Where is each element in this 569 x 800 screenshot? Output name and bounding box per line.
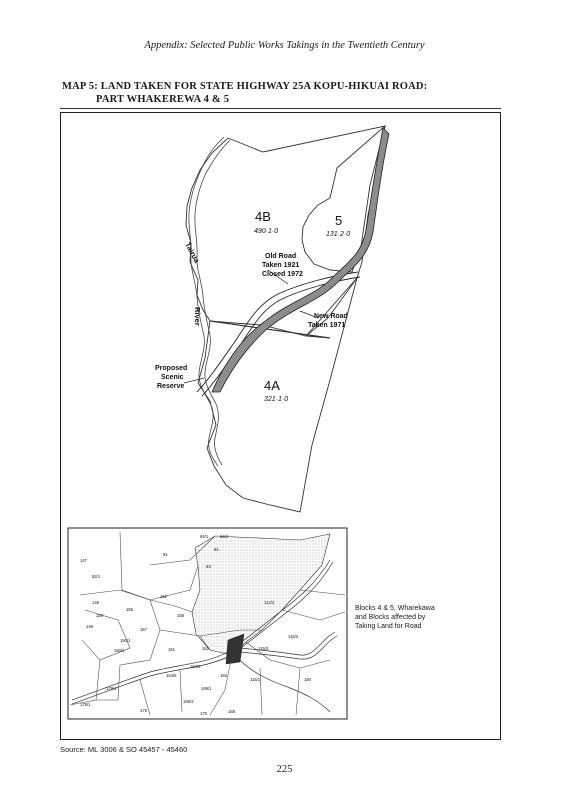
inset-label-152: 152 (160, 594, 167, 599)
inset-label-94-2: 94/2 (220, 534, 229, 539)
inset-label-91: 91 (163, 552, 168, 557)
inset-caption-line2: and Blocks affected by (355, 614, 426, 621)
inset-label-169-1: 169/1 (201, 686, 212, 691)
inset-label-147: 147 (80, 558, 87, 563)
block-5-label: 5 (335, 213, 343, 228)
map-title-line2: PART WHAKEREWA 4 & 5 (96, 94, 230, 105)
reserve-label-1: Proposed (155, 365, 188, 372)
tairua-river (189, 137, 230, 466)
river-label-tairua: Tairua (183, 240, 202, 265)
inset-label-175: 175 (140, 708, 147, 713)
inset-label-94-1: 94/1 (200, 534, 209, 539)
inset-label-151: 151 (168, 647, 175, 652)
inset-caption (355, 604, 455, 631)
old-road-label-1: Old Road (265, 253, 297, 260)
running-head: Appendix: Selected Public Works Takings in the Twentieth Century (144, 40, 425, 51)
inset-label-169-2: 169/2 (183, 699, 194, 704)
inset-label-92: 92 (214, 547, 219, 552)
source-note: Source: ML 3006 & SO 45457 - 45460 (60, 745, 188, 754)
new-road-label-1: New Road (314, 313, 348, 320)
inset-label-162: 162 (202, 646, 209, 651)
reserve-label-3: Reserve (157, 383, 185, 390)
inset-label-150: 150 (304, 677, 311, 682)
inset-label-148: 148 (92, 600, 99, 605)
river-label-river: River (193, 307, 202, 326)
inset-label-179-1: 179/1 (106, 686, 117, 691)
inset-label-92-1: 92/1 (92, 574, 101, 579)
inset-label-115-3: 115/3 (258, 646, 269, 651)
inset-caption-line3: Taking Land for Road (355, 623, 422, 630)
inset-label-178-1: 178/1 (80, 702, 91, 707)
inset-label-150-1: 150/1 (120, 638, 131, 643)
inset-label-156: 156 (96, 613, 103, 618)
main-map (186, 126, 385, 512)
inset-label-115-1: 115/1 (250, 677, 261, 682)
map-title-line1: MAP 5: LAND TAKEN FOR STATE HIGHWAY 25A KOPU-HIKUAI ROAD: (62, 81, 428, 92)
block-4b-label: 4B (255, 209, 271, 224)
new-road-label-2: Taken 1971 (308, 322, 346, 329)
inset-label-93: 93 (206, 564, 211, 569)
block-4a-label: 4A (264, 378, 280, 393)
inset-label-155: 155 (126, 607, 133, 612)
inset-label-164-5: 164/5 (166, 673, 177, 678)
inset-label-158: 158 (177, 613, 184, 618)
block-5-area: 131·2·0 (326, 231, 351, 238)
inset-label-157: 157 (140, 627, 147, 632)
block-4a-area: 321·1·0 (264, 396, 289, 403)
inset-map (68, 528, 347, 719)
inset-label-163: 163 (220, 673, 227, 678)
inset-label-149: 149 (86, 624, 93, 629)
inset-label-150-2: 150/2 (114, 648, 125, 653)
reserve-label-2: Scenic (161, 374, 184, 381)
inset-label-170: 170 (200, 711, 207, 716)
inset-caption-line1: Blocks 4 & 5, Wharekawa (355, 605, 435, 612)
page-number: 225 (276, 764, 293, 775)
block-4b-area: 490·1·0 (254, 228, 279, 235)
inset-label-164-6: 164/6 (190, 664, 201, 669)
inset-label-115-2: 115/2 (288, 634, 299, 639)
main-map-labels (155, 209, 350, 403)
inset-label-168: 168 (228, 709, 235, 714)
old-road-label-2: Taken 1921 (262, 262, 300, 269)
old-road-label-3: Closed 1972 (262, 271, 303, 278)
inset-label-114-2: 114/2 (264, 600, 275, 605)
